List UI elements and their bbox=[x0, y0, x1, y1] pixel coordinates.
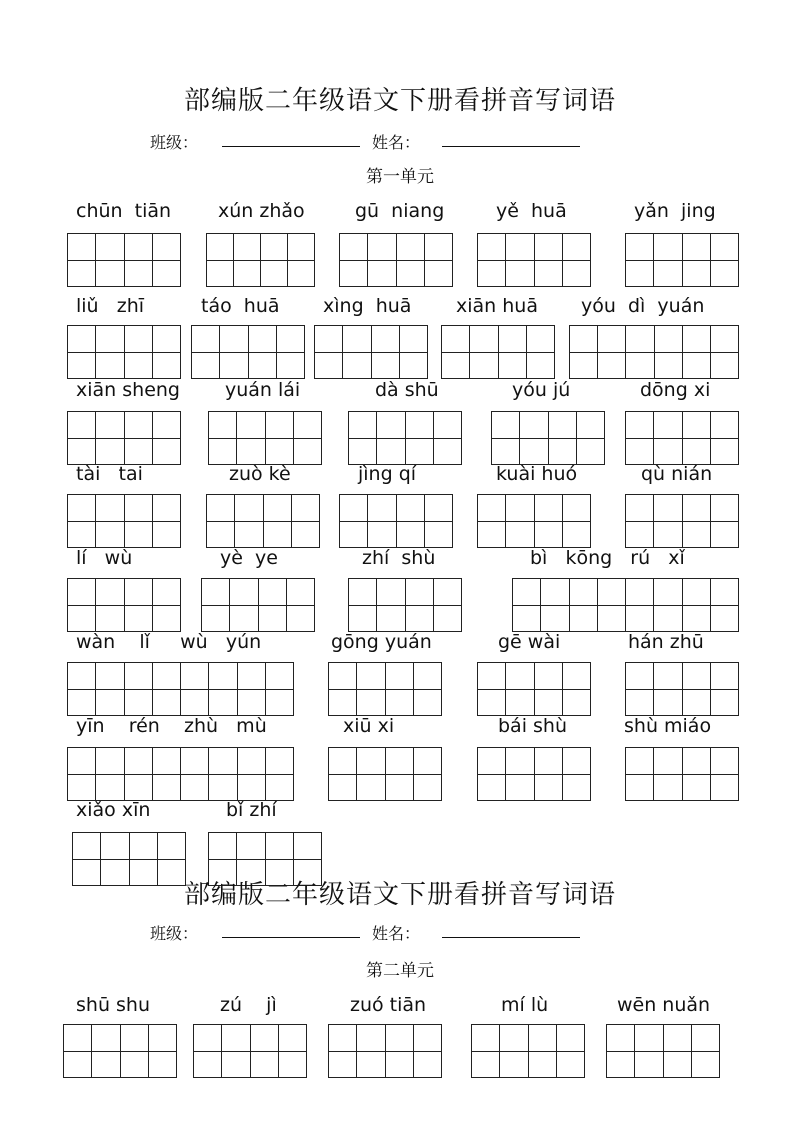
writing-cell[interactable] bbox=[683, 663, 711, 715]
writing-cell[interactable] bbox=[181, 748, 209, 800]
writing-cell[interactable] bbox=[315, 326, 343, 378]
writing-grid[interactable] bbox=[339, 233, 453, 287]
writing-cell[interactable] bbox=[386, 1025, 414, 1077]
writing-cell[interactable] bbox=[683, 748, 711, 800]
writing-cell[interactable] bbox=[238, 663, 266, 715]
writing-cell[interactable] bbox=[711, 495, 738, 547]
writing-cell[interactable] bbox=[711, 326, 738, 378]
writing-cell[interactable] bbox=[654, 234, 682, 286]
writing-cell[interactable] bbox=[209, 412, 237, 464]
name-label: 姓名： bbox=[372, 924, 421, 943]
writing-cell[interactable] bbox=[506, 234, 534, 286]
writing-grid[interactable] bbox=[67, 578, 181, 632]
writing-cell[interactable] bbox=[711, 748, 738, 800]
writing-cell[interactable] bbox=[68, 234, 96, 286]
writing-grid[interactable] bbox=[625, 747, 739, 801]
name-blank[interactable] bbox=[442, 921, 580, 938]
writing-cell[interactable] bbox=[529, 1025, 557, 1077]
writing-cell[interactable] bbox=[549, 412, 577, 464]
writing-grid[interactable] bbox=[441, 325, 555, 379]
writing-cell[interactable] bbox=[121, 1025, 149, 1077]
writing-cell[interactable] bbox=[357, 748, 385, 800]
writing-cell[interactable] bbox=[125, 234, 153, 286]
writing-cell[interactable] bbox=[655, 326, 683, 378]
pinyin-label: zú jì bbox=[220, 994, 277, 1016]
writing-cell[interactable] bbox=[500, 1025, 528, 1077]
writing-cell[interactable] bbox=[425, 234, 452, 286]
writing-cell[interactable] bbox=[499, 326, 527, 378]
pinyin-label: zhí shù bbox=[362, 547, 436, 569]
writing-cell[interactable] bbox=[357, 663, 385, 715]
writing-cell[interactable] bbox=[153, 326, 180, 378]
writing-grid[interactable] bbox=[328, 747, 442, 801]
writing-cell[interactable] bbox=[368, 495, 396, 547]
writing-cell[interactable] bbox=[277, 326, 304, 378]
writing-cell[interactable] bbox=[711, 234, 738, 286]
pinyin-label: táo huā bbox=[201, 295, 280, 317]
writing-cell[interactable] bbox=[294, 412, 321, 464]
writing-cell[interactable] bbox=[577, 412, 604, 464]
writing-cell[interactable] bbox=[654, 579, 682, 631]
writing-cell[interactable] bbox=[202, 579, 230, 631]
writing-cell[interactable] bbox=[397, 234, 425, 286]
unit-heading: 第一单元 bbox=[366, 167, 434, 187]
pinyin-label: tài tai bbox=[76, 463, 143, 485]
writing-cell[interactable] bbox=[259, 579, 287, 631]
writing-cell[interactable] bbox=[96, 412, 124, 464]
writing-cell[interactable] bbox=[96, 663, 124, 715]
pinyin-label: wàn lǐ wù yún bbox=[76, 631, 262, 653]
writing-cell[interactable] bbox=[711, 663, 738, 715]
writing-grid[interactable] bbox=[328, 662, 442, 716]
writing-grid[interactable] bbox=[477, 662, 591, 716]
writing-cell[interactable] bbox=[266, 412, 294, 464]
writing-cell[interactable] bbox=[96, 748, 124, 800]
pinyin-label: liǔ zhī bbox=[76, 295, 145, 317]
writing-cell[interactable] bbox=[125, 579, 153, 631]
writing-cell[interactable] bbox=[478, 495, 506, 547]
writing-cell[interactable] bbox=[264, 495, 292, 547]
writing-cell[interactable] bbox=[181, 663, 209, 715]
pinyin-label: xiān sheng bbox=[76, 379, 180, 401]
pinyin-label: yóu dì yuán bbox=[581, 295, 705, 317]
pinyin-label: shù miáo bbox=[624, 715, 712, 737]
writing-cell[interactable] bbox=[626, 234, 654, 286]
worksheet-title: 部编版二年级语文下册看拼音写词语 bbox=[183, 86, 616, 116]
writing-cell[interactable] bbox=[626, 495, 654, 547]
class-label: 班级： bbox=[150, 924, 199, 943]
writing-cell[interactable] bbox=[209, 663, 237, 715]
writing-cell[interactable] bbox=[96, 234, 124, 286]
writing-cell[interactable] bbox=[368, 234, 396, 286]
writing-cell[interactable] bbox=[329, 1025, 357, 1077]
writing-cell[interactable] bbox=[654, 412, 682, 464]
pinyin-label: qù nián bbox=[641, 463, 713, 485]
writing-grid[interactable] bbox=[67, 233, 181, 287]
writing-grid[interactable] bbox=[314, 325, 428, 379]
writing-cell[interactable] bbox=[153, 748, 181, 800]
writing-grid[interactable] bbox=[206, 233, 315, 287]
writing-cell[interactable] bbox=[153, 579, 180, 631]
writing-cell[interactable] bbox=[626, 663, 654, 715]
writing-cell[interactable] bbox=[442, 326, 470, 378]
pinyin-label: chūn tiān bbox=[76, 200, 172, 222]
writing-cell[interactable] bbox=[234, 234, 261, 286]
writing-cell[interactable] bbox=[683, 412, 711, 464]
writing-grid[interactable] bbox=[569, 325, 739, 379]
writing-cell[interactable] bbox=[397, 495, 425, 547]
writing-cell[interactable] bbox=[692, 1025, 719, 1077]
writing-grid[interactable] bbox=[206, 494, 320, 548]
writing-grid[interactable] bbox=[625, 494, 739, 548]
writing-cell[interactable] bbox=[683, 326, 711, 378]
writing-cell[interactable] bbox=[377, 579, 405, 631]
pinyin-label: yuán lái bbox=[225, 379, 301, 401]
pinyin-label: lí wù bbox=[76, 547, 133, 569]
writing-cell[interactable] bbox=[349, 579, 377, 631]
pinyin-label: yīn rén zhù mù bbox=[76, 715, 267, 737]
writing-cell[interactable] bbox=[377, 412, 405, 464]
writing-grid[interactable] bbox=[339, 494, 453, 548]
writing-cell[interactable] bbox=[563, 748, 590, 800]
writing-cell[interactable] bbox=[557, 1025, 584, 1077]
writing-grid[interactable] bbox=[491, 411, 605, 465]
writing-cell[interactable] bbox=[472, 1025, 500, 1077]
writing-cell[interactable] bbox=[125, 412, 153, 464]
writing-cell[interactable] bbox=[64, 1025, 92, 1077]
writing-cell[interactable] bbox=[563, 495, 590, 547]
writing-cell[interactable] bbox=[598, 579, 626, 631]
pinyin-label: yǎn jing bbox=[634, 200, 716, 222]
writing-cell[interactable] bbox=[563, 663, 590, 715]
worksheet-title: 部编版二年级语文下册看拼音写词语 bbox=[183, 880, 616, 910]
writing-cell[interactable] bbox=[470, 326, 498, 378]
writing-cell[interactable] bbox=[68, 412, 96, 464]
writing-cell[interactable] bbox=[153, 412, 180, 464]
pinyin-label: zuò kè bbox=[229, 463, 291, 485]
writing-cell[interactable] bbox=[506, 748, 534, 800]
writing-cell[interactable] bbox=[372, 326, 400, 378]
writing-grid[interactable] bbox=[477, 747, 591, 801]
writing-cell[interactable] bbox=[125, 748, 153, 800]
writing-grid[interactable] bbox=[348, 578, 462, 632]
class-label: 班级： bbox=[150, 133, 199, 152]
writing-cell[interactable] bbox=[711, 412, 738, 464]
writing-grid[interactable] bbox=[606, 1024, 720, 1078]
writing-cell[interactable] bbox=[626, 412, 654, 464]
writing-cell[interactable] bbox=[414, 1025, 441, 1077]
writing-cell[interactable] bbox=[207, 495, 235, 547]
writing-cell[interactable] bbox=[192, 326, 220, 378]
writing-cell[interactable] bbox=[266, 663, 293, 715]
pinyin-label: xiǎo xīn bbox=[76, 799, 151, 821]
class-blank[interactable] bbox=[222, 130, 360, 147]
writing-cell[interactable] bbox=[414, 748, 441, 800]
writing-cell[interactable] bbox=[654, 748, 682, 800]
writing-grid[interactable] bbox=[512, 578, 739, 632]
writing-cell[interactable] bbox=[349, 412, 377, 464]
writing-cell[interactable] bbox=[343, 326, 371, 378]
writing-cell[interactable] bbox=[125, 663, 153, 715]
writing-cell[interactable] bbox=[598, 326, 626, 378]
pinyin-label: xún zhǎo bbox=[218, 200, 305, 222]
writing-cell[interactable] bbox=[96, 326, 124, 378]
writing-cell[interactable] bbox=[626, 748, 654, 800]
writing-cell[interactable] bbox=[96, 579, 124, 631]
pinyin-label: xiān huā bbox=[456, 295, 538, 317]
writing-cell[interactable] bbox=[654, 495, 682, 547]
writing-cell[interactable] bbox=[237, 412, 265, 464]
pinyin-label: xiū xi bbox=[343, 715, 395, 737]
writing-cell[interactable] bbox=[478, 234, 506, 286]
writing-cell[interactable] bbox=[261, 234, 288, 286]
writing-cell[interactable] bbox=[683, 495, 711, 547]
writing-cell[interactable] bbox=[563, 234, 590, 286]
writing-cell[interactable] bbox=[92, 1025, 120, 1077]
writing-cell[interactable] bbox=[329, 748, 357, 800]
class-blank[interactable] bbox=[222, 921, 360, 938]
writing-grid[interactable] bbox=[328, 1024, 442, 1078]
writing-cell[interactable] bbox=[279, 1025, 306, 1077]
unit-heading: 第二单元 bbox=[366, 961, 434, 981]
pinyin-label: bì kōng rú xǐ bbox=[530, 547, 685, 569]
writing-grid[interactable] bbox=[63, 1024, 177, 1078]
writing-grid[interactable] bbox=[67, 662, 294, 716]
pinyin-label: wēn nuǎn bbox=[617, 994, 711, 1016]
writing-cell[interactable] bbox=[340, 495, 368, 547]
pinyin-label: kuài huó bbox=[496, 463, 578, 485]
writing-cell[interactable] bbox=[535, 748, 563, 800]
writing-grid[interactable] bbox=[471, 1024, 585, 1078]
writing-cell[interactable] bbox=[153, 234, 180, 286]
writing-grid[interactable] bbox=[625, 233, 739, 287]
pinyin-label: dà shū bbox=[375, 379, 439, 401]
writing-cell[interactable] bbox=[570, 326, 598, 378]
writing-cell[interactable] bbox=[506, 663, 534, 715]
writing-cell[interactable] bbox=[535, 663, 563, 715]
pinyin-label: hán zhū bbox=[628, 631, 704, 653]
writing-cell[interactable] bbox=[386, 663, 414, 715]
writing-cell[interactable] bbox=[125, 326, 153, 378]
writing-cell[interactable] bbox=[654, 663, 682, 715]
name-blank[interactable] bbox=[442, 130, 580, 147]
pinyin-label: mí lù bbox=[501, 994, 549, 1016]
writing-cell[interactable] bbox=[535, 234, 563, 286]
writing-cell[interactable] bbox=[220, 326, 248, 378]
writing-grid[interactable] bbox=[348, 411, 462, 465]
writing-cell[interactable] bbox=[235, 495, 263, 547]
writing-cell[interactable] bbox=[683, 579, 711, 631]
pinyin-label: bái shù bbox=[498, 715, 568, 737]
pinyin-label: bǐ zhí bbox=[226, 799, 277, 821]
writing-cell[interactable] bbox=[626, 579, 654, 631]
writing-cell[interactable] bbox=[68, 495, 96, 547]
pinyin-label: yóu jú bbox=[512, 379, 571, 401]
writing-grid[interactable] bbox=[191, 325, 305, 379]
writing-cell[interactable] bbox=[683, 234, 711, 286]
writing-grid[interactable] bbox=[67, 747, 294, 801]
writing-grid[interactable] bbox=[67, 325, 181, 379]
pinyin-label: zuó tiān bbox=[350, 994, 427, 1016]
writing-cell[interactable] bbox=[607, 1025, 635, 1077]
writing-cell[interactable] bbox=[478, 748, 506, 800]
writing-cell[interactable] bbox=[506, 495, 534, 547]
writing-cell[interactable] bbox=[287, 579, 314, 631]
writing-cell[interactable] bbox=[153, 495, 180, 547]
writing-cell[interactable] bbox=[664, 1025, 692, 1077]
pinyin-label: gū niang bbox=[355, 200, 445, 222]
writing-cell[interactable] bbox=[329, 663, 357, 715]
writing-cell[interactable] bbox=[222, 1025, 250, 1077]
writing-cell[interactable] bbox=[570, 579, 598, 631]
pinyin-label: xìng huā bbox=[323, 295, 412, 317]
writing-cell[interactable] bbox=[238, 748, 266, 800]
pinyin-label: dōng xi bbox=[640, 379, 711, 401]
writing-cell[interactable] bbox=[626, 326, 654, 378]
writing-cell[interactable] bbox=[711, 579, 738, 631]
writing-cell[interactable] bbox=[230, 579, 258, 631]
writing-cell[interactable] bbox=[153, 663, 181, 715]
writing-cell[interactable] bbox=[492, 412, 520, 464]
writing-cell[interactable] bbox=[406, 412, 434, 464]
writing-cell[interactable] bbox=[535, 495, 563, 547]
pinyin-label: yě huā bbox=[496, 200, 567, 222]
writing-grid[interactable] bbox=[625, 411, 739, 465]
writing-grid[interactable] bbox=[67, 411, 181, 465]
writing-grid[interactable] bbox=[625, 662, 739, 716]
writing-cell[interactable] bbox=[209, 748, 237, 800]
writing-cell[interactable] bbox=[207, 234, 234, 286]
writing-cell[interactable] bbox=[125, 495, 153, 547]
writing-cell[interactable] bbox=[249, 326, 277, 378]
pinyin-label: yè ye bbox=[220, 547, 278, 569]
writing-cell[interactable] bbox=[96, 495, 124, 547]
writing-cell[interactable] bbox=[357, 1025, 385, 1077]
writing-cell[interactable] bbox=[434, 412, 461, 464]
writing-grid[interactable] bbox=[477, 233, 591, 287]
writing-cell[interactable] bbox=[406, 579, 434, 631]
writing-cell[interactable] bbox=[68, 579, 96, 631]
writing-cell[interactable] bbox=[288, 234, 314, 286]
writing-cell[interactable] bbox=[527, 326, 554, 378]
writing-grid[interactable] bbox=[67, 494, 181, 548]
writing-cell[interactable] bbox=[251, 1025, 279, 1077]
writing-cell[interactable] bbox=[68, 326, 96, 378]
writing-cell[interactable] bbox=[340, 234, 368, 286]
name-label: 姓名： bbox=[372, 133, 421, 152]
writing-cell[interactable] bbox=[194, 1025, 222, 1077]
writing-cell[interactable] bbox=[400, 326, 427, 378]
pinyin-label: shū shu bbox=[76, 994, 151, 1016]
writing-cell[interactable] bbox=[541, 579, 569, 631]
writing-grid[interactable] bbox=[208, 411, 322, 465]
writing-cell[interactable] bbox=[478, 663, 506, 715]
writing-cell[interactable] bbox=[68, 748, 96, 800]
writing-cell[interactable] bbox=[425, 495, 452, 547]
pinyin-label: gē wài bbox=[498, 631, 561, 653]
pinyin-label: jìng qí bbox=[358, 463, 417, 485]
writing-grid[interactable] bbox=[201, 578, 315, 632]
writing-cell[interactable] bbox=[414, 663, 441, 715]
writing-cell[interactable] bbox=[520, 412, 548, 464]
writing-cell[interactable] bbox=[434, 579, 461, 631]
writing-cell[interactable] bbox=[635, 1025, 663, 1077]
writing-cell[interactable] bbox=[513, 579, 541, 631]
writing-cell[interactable] bbox=[149, 1025, 176, 1077]
writing-grid[interactable] bbox=[477, 494, 591, 548]
pinyin-label: gōng yuán bbox=[331, 631, 432, 653]
writing-cell[interactable] bbox=[266, 748, 293, 800]
writing-cell[interactable] bbox=[68, 663, 96, 715]
writing-cell[interactable] bbox=[386, 748, 414, 800]
writing-grid[interactable] bbox=[193, 1024, 307, 1078]
writing-cell[interactable] bbox=[292, 495, 319, 547]
